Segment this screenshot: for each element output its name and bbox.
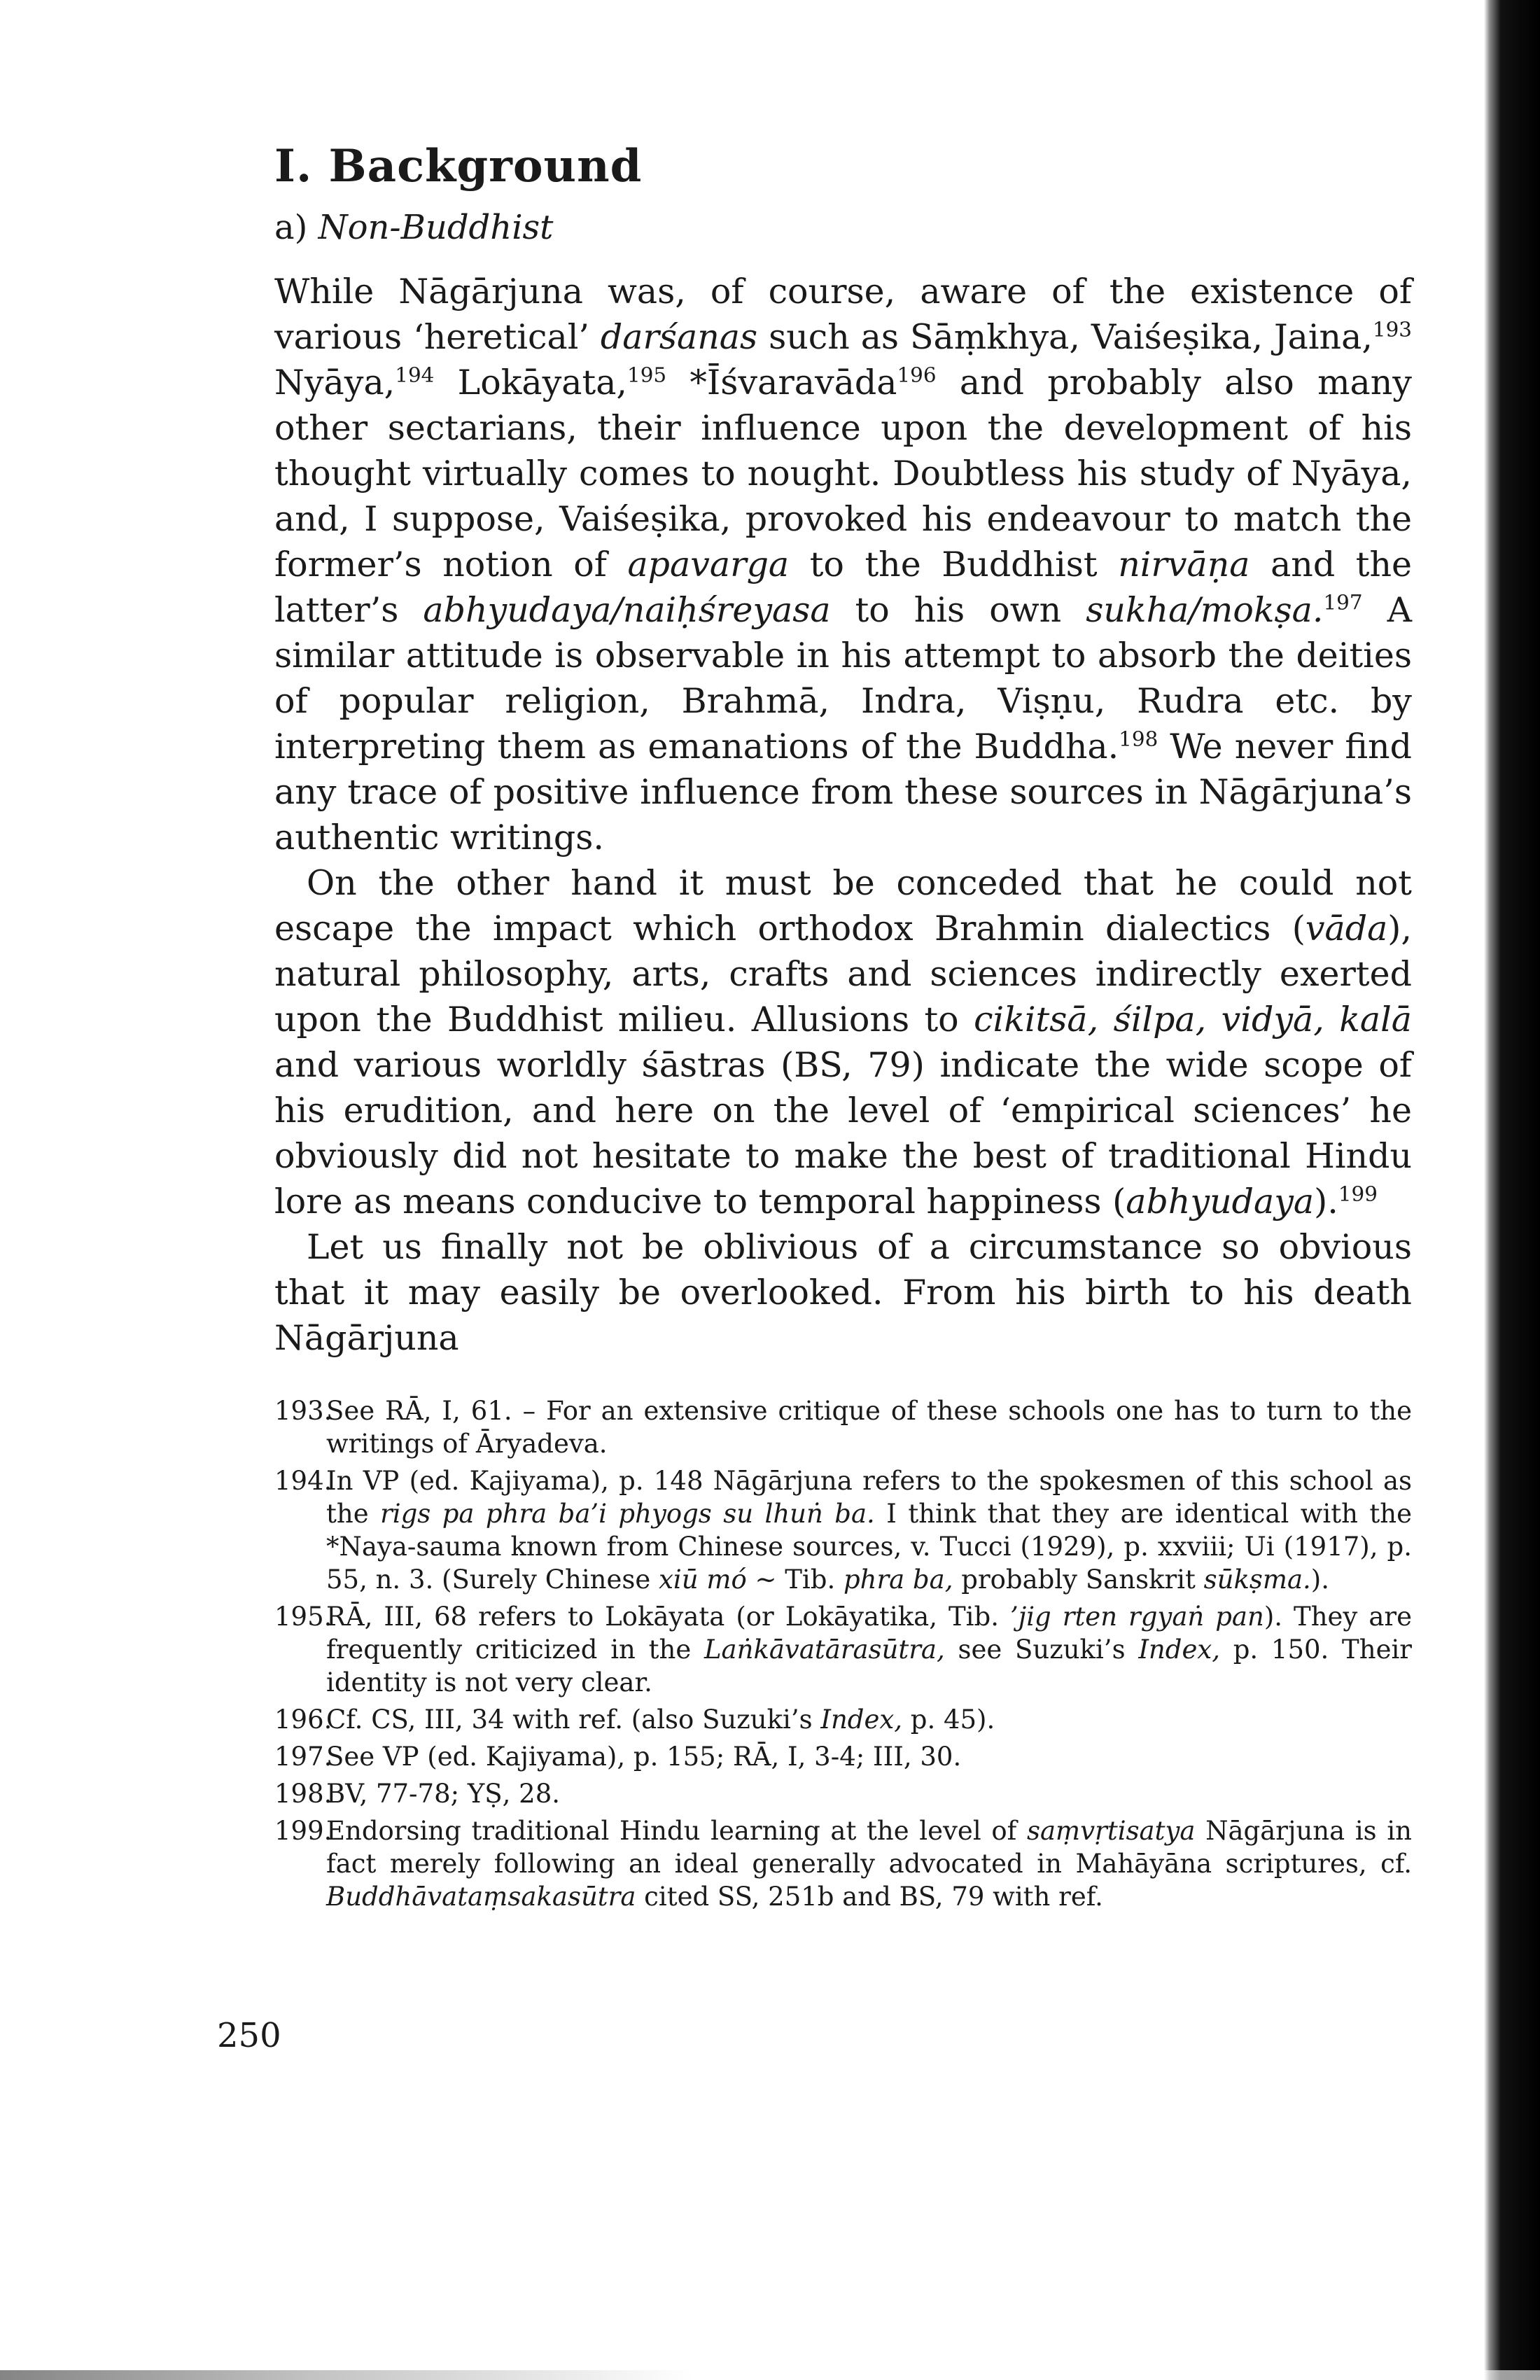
footnote-196 <box>274 1703 1412 1736</box>
text-segment: A similar attitude is observable in his attempt to absorb the deities of popular religion, Brahmā, Indra, Viṣṇu, Rudra etc. by interpreting them as emanations of the Buddha. <box>274 590 1412 767</box>
text-segment: ), natural philosophy, arts, crafts and sciences indirectly exerted upon the Buddhist milieu. Allusions to <box>274 909 1412 1040</box>
footnote-number: 197. <box>274 1742 332 1772</box>
text-segment: p. 150. Their identity is not very clear. <box>326 1634 1412 1698</box>
italic-term: abhyudaya/naiḥśreyasa <box>423 590 831 631</box>
text-segment: ). They are frequently criticized in the <box>326 1602 1412 1665</box>
italic-term: Laṅkāvatārasūtra, <box>704 1634 945 1665</box>
footnote-ref-195[interactable]: 195 <box>627 363 667 388</box>
italic-term: cikitsā, śilpa, vidyā, kalā <box>974 1000 1412 1040</box>
italic-term: saṃvṛtisatya <box>1026 1816 1196 1847</box>
subheading-text: Non-Buddhist <box>318 207 554 247</box>
italic-term: ’jig rten rgyaṅ pan <box>1009 1602 1264 1632</box>
footnote-number: 196. <box>274 1704 332 1735</box>
italic-term: apavarga <box>627 545 790 585</box>
italic-term: darśanas <box>600 317 758 358</box>
footnote-ref-197[interactable]: 197 <box>1323 591 1363 615</box>
italic-term: Index, <box>820 1704 902 1735</box>
text-segment: I think that they are identical with the *Naya-sauma known from Chinese sources, v. Tucci (1929), p. xxviii; Ui (1917), p. 55, n. 3. (Surely Chinese <box>326 1499 1412 1595</box>
text-segment: p. 45). <box>902 1704 995 1735</box>
footnote-ref-198[interactable]: 198 <box>1119 727 1158 752</box>
footnote-number: 198. <box>274 1779 332 1809</box>
text-segment: see Suzuki’s <box>944 1634 1139 1665</box>
text-segment: While Nāgārjuna was, of course, aware of the existence of various ‘heretical’ <box>274 272 1412 358</box>
italic-term: rigs pa phra ba’i phyogs su lhuṅ ba. <box>380 1499 875 1530</box>
text-segment: to his own <box>830 590 1086 631</box>
footnote-text <box>326 1777 1412 1810</box>
text-segment: We never find any trace of positive influence from these sources in Nāgārjuna’s authentic writings. <box>274 727 1412 858</box>
text-segment: probably Sanskrit <box>953 1564 1204 1595</box>
section-subheading <box>274 208 1412 248</box>
text-segment: such as Sāṃkhya, Vaiśeṣika, Jaina, <box>757 317 1373 358</box>
text-segment: Cf. CS, III, 34 with ref. (also Suzuki’s <box>326 1704 821 1735</box>
section-heading: I. Background <box>274 140 643 192</box>
body-paragraph-3 <box>274 1224 1412 1361</box>
text-segment: Let us finally not be oblivious of a circumstance so obvious that it may easily be overlooked. From his birth to his death Nāgārjuna <box>274 1227 1412 1359</box>
text-segment: Endorsing traditional Hindu learning at the level of <box>326 1816 1027 1847</box>
text-segment: ). <box>1314 1182 1338 1222</box>
body-paragraph-2 <box>274 860 1412 1224</box>
footnote-number: 193. <box>274 1396 332 1427</box>
subheading-marker: a) <box>274 207 308 247</box>
text-segment: See VP (ed. Kajiyama), p. 155; RĀ, I, 3-4; III, 30. <box>326 1742 962 1772</box>
text-segment: See RĀ, I, 61. – For an extensive critique of these schools one has to turn to the writings of Āryadeva. <box>326 1396 1412 1460</box>
footnote-text <box>326 1394 1412 1460</box>
footnote-ref-193[interactable]: 193 <box>1372 318 1413 342</box>
text-segment: BV, 77-78; YṢ, 28. <box>326 1779 560 1809</box>
text-segment: and various worldly śāstras (BS, 79) indicate the wide scope of his erudition, and here on the level of ‘empirical sciences’ he obviously did not hesitate to make the best of traditional Hindu lore as means conducive to temporal happiness ( <box>274 1045 1412 1222</box>
italic-term: sūkṣma. <box>1203 1564 1311 1595</box>
footnote-text <box>326 1740 1412 1773</box>
text-segment: ). <box>1310 1564 1329 1595</box>
italic-term: vāda <box>1305 909 1388 949</box>
body-paragraph-1 <box>274 269 1412 860</box>
text-segment: and probably also many other sectarians, their influence upon the development of his thought virtually comes to nought. Doubtless his study of Nyāya, and, I suppose, Vaiśeṣika, provoked his endeavour to match the former’s notion of <box>274 363 1412 585</box>
text-segment: RĀ, III, 68 refers to Lokāyata (or Lokāyatika, Tib. <box>326 1602 1010 1632</box>
scan-bottom-edge <box>0 2370 1540 2380</box>
page-number: 250 <box>217 2016 281 2055</box>
text-segment: *Īśvaravāda <box>666 363 897 403</box>
italic-term: abhyudaya <box>1126 1182 1315 1222</box>
text-segment: Nāgārjuna is in fact merely following an ideal generally advocated in Mahāyāna scriptures, cf. <box>326 1816 1412 1879</box>
footnote-number: 195. <box>274 1602 332 1632</box>
text-segment: and the latter’s <box>274 545 1413 631</box>
text-segment: In VP (ed. Kajiyama), p. 148 Nāgārjuna refers to the spokesmen of this school as the <box>326 1466 1412 1530</box>
footnote-193 <box>274 1394 1412 1460</box>
italic-term: phra ba, <box>843 1564 953 1595</box>
footnote-text <box>326 1703 1412 1736</box>
footnote-197 <box>274 1740 1412 1773</box>
footnote-198 <box>274 1777 1412 1810</box>
page-content <box>274 140 1412 1917</box>
footnote-199 <box>274 1814 1412 1913</box>
italic-term: xiū mó <box>659 1564 747 1595</box>
text-segment: to the Buddhist <box>789 545 1119 585</box>
footnote-ref-196[interactable]: 196 <box>897 363 937 388</box>
footnotes-section <box>274 1394 1412 1913</box>
footnote-194 <box>274 1464 1412 1596</box>
text-segment: On the other hand it must be conceded that he could not escape the impact which orthodox Brahmin dialectics ( <box>274 863 1412 949</box>
footnote-195 <box>274 1600 1412 1699</box>
italic-term: Buddhāvataṃsakasūtra <box>326 1882 636 1912</box>
footnote-text <box>326 1600 1412 1699</box>
text-segment: Nyāya, <box>274 363 396 403</box>
italic-term: sukha/mokṣa. <box>1086 590 1324 631</box>
scan-binding-edge <box>1484 0 1540 2380</box>
footnote-number: 199. <box>274 1816 332 1847</box>
footnote-text <box>326 1814 1412 1913</box>
italic-term: Index, <box>1138 1634 1220 1665</box>
text-segment: cited SS, 251b and BS, 79 with ref. <box>636 1882 1103 1912</box>
footnote-ref-199[interactable]: 199 <box>1338 1182 1378 1207</box>
footnote-ref-194[interactable]: 194 <box>395 363 435 388</box>
footnote-text <box>326 1464 1412 1596</box>
italic-term: nirvāṇa <box>1118 545 1250 585</box>
text-segment: ~ Tib. <box>746 1564 844 1595</box>
footnote-number: 194. <box>274 1466 332 1497</box>
text-segment: Lokāyata, <box>434 363 627 403</box>
